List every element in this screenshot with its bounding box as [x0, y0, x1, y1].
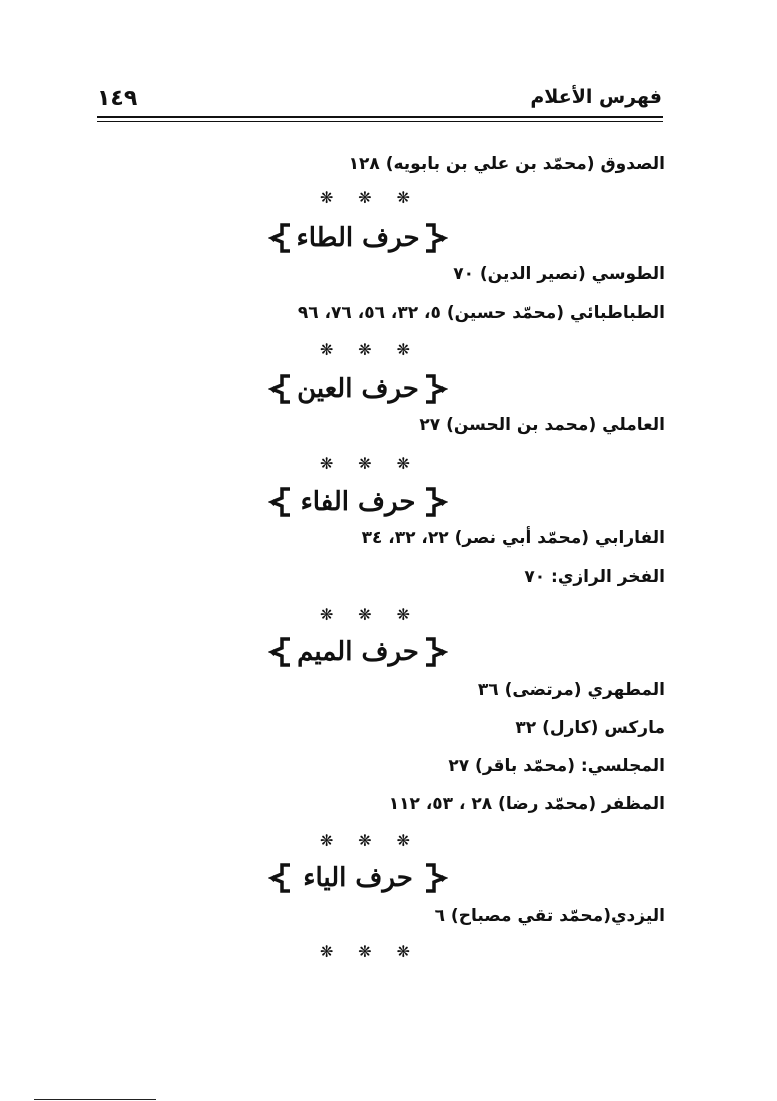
- ornament-right-icon: [422, 221, 448, 255]
- index-entry: [435, 905, 665, 927]
- section-heading-text: حرف الفاء: [300, 487, 416, 517]
- ornament-left-icon: [268, 861, 294, 895]
- star-icon: ❋: [358, 454, 372, 473]
- entry-name: ماركس (كارل): [542, 718, 665, 738]
- entry-pages: ٢٧: [448, 756, 470, 776]
- ornament-left-icon: [268, 372, 294, 406]
- separator-stars: [320, 942, 410, 961]
- ornament-right-icon: [422, 372, 448, 406]
- entry-name: الصدوق (محمّد بن علي بن بابويه): [385, 154, 665, 174]
- section-heading: [268, 632, 448, 672]
- entry-pages: ١٢٨: [348, 154, 380, 174]
- index-entry: [362, 527, 665, 549]
- star-icon: ❋: [358, 831, 372, 850]
- separator-stars: [320, 831, 410, 850]
- section-heading-text: حرف العين: [297, 374, 419, 404]
- star-icon: ❋: [358, 188, 372, 207]
- separator-stars: [320, 188, 410, 207]
- page-number: ١٤٩: [97, 86, 138, 111]
- star-icon: ❋: [320, 605, 334, 624]
- index-entry: [448, 755, 665, 777]
- separator-stars: [320, 605, 410, 624]
- index-entry: [478, 679, 665, 701]
- index-entry: [524, 566, 665, 588]
- ornament-right-icon: [422, 485, 448, 519]
- star-icon: ❋: [320, 831, 334, 850]
- entry-name: المظفر (محمّد رضا): [498, 794, 665, 814]
- ornament-left-icon: [268, 635, 294, 669]
- index-entry: [298, 302, 665, 324]
- entry-pages: ٢٨ ، ٥٣، ١١٢: [388, 794, 493, 814]
- star-icon: ❋: [396, 605, 410, 624]
- star-icon: ❋: [320, 340, 334, 359]
- footer-rule: [34, 1099, 156, 1100]
- entry-name: العاملي (محمد بن الحسن): [446, 415, 665, 435]
- ornament-right-icon: [422, 635, 448, 669]
- star-icon: ❋: [396, 942, 410, 961]
- entry-name: الفارابي (محمّد أبي نصر): [454, 528, 665, 548]
- index-entry: [453, 263, 665, 285]
- index-entry: [419, 414, 665, 436]
- index-entry: [389, 793, 665, 815]
- entry-pages: ٧٠: [453, 264, 474, 284]
- section-heading: [268, 218, 448, 258]
- section-heading: [268, 369, 448, 409]
- section-heading: [268, 858, 448, 898]
- star-icon: ❋: [396, 188, 410, 207]
- running-title: فهرس الأعلام: [530, 86, 662, 108]
- header-rule: [97, 116, 663, 118]
- entry-pages: ٧٠: [524, 567, 546, 587]
- section-heading-text: حرف الطاء: [296, 223, 420, 253]
- index-entry: [515, 717, 665, 739]
- ornament-right-icon: [422, 861, 448, 895]
- star-icon: ❋: [358, 942, 372, 961]
- star-icon: ❋: [320, 942, 334, 961]
- entry-name: اليزدي(محمّد تقي مصباح): [450, 906, 665, 926]
- star-icon: ❋: [320, 188, 334, 207]
- section-heading-text: حرف الميم: [297, 637, 419, 667]
- star-icon: ❋: [358, 605, 372, 624]
- star-icon: ❋: [396, 831, 410, 850]
- entry-name: الفخر الرازي:: [551, 567, 665, 587]
- entry-pages: ٣٦: [477, 680, 499, 700]
- entry-name: الطوسي (نصير الدين): [479, 264, 665, 284]
- separator-stars: [320, 454, 410, 473]
- entry-pages: ٢٧: [419, 415, 441, 435]
- entry-pages: ٥، ٣٢، ٥٦، ٧٦، ٩٦: [297, 303, 441, 323]
- section-heading: [268, 482, 448, 522]
- star-icon: ❋: [396, 454, 410, 473]
- star-icon: ❋: [396, 340, 410, 359]
- star-icon: ❋: [358, 340, 372, 359]
- star-icon: ❋: [320, 454, 334, 473]
- entry-name: المطهري (مرتضى): [504, 680, 665, 700]
- entry-pages: ٦: [434, 906, 445, 926]
- index-entry: [349, 153, 665, 175]
- entry-pages: ٣٢: [515, 718, 537, 738]
- entry-name: المجلسي: (محمّد باقر): [475, 756, 665, 776]
- entry-pages: ٢٢، ٣٢، ٣٤: [361, 528, 449, 548]
- ornament-left-icon: [268, 221, 294, 255]
- ornament-left-icon: [268, 485, 294, 519]
- header-rule-thin: [97, 121, 663, 122]
- section-heading-text: حرف الياء: [303, 863, 413, 893]
- entry-name: الطباطبائي (محمّد حسين): [446, 303, 665, 323]
- separator-stars: [320, 340, 410, 359]
